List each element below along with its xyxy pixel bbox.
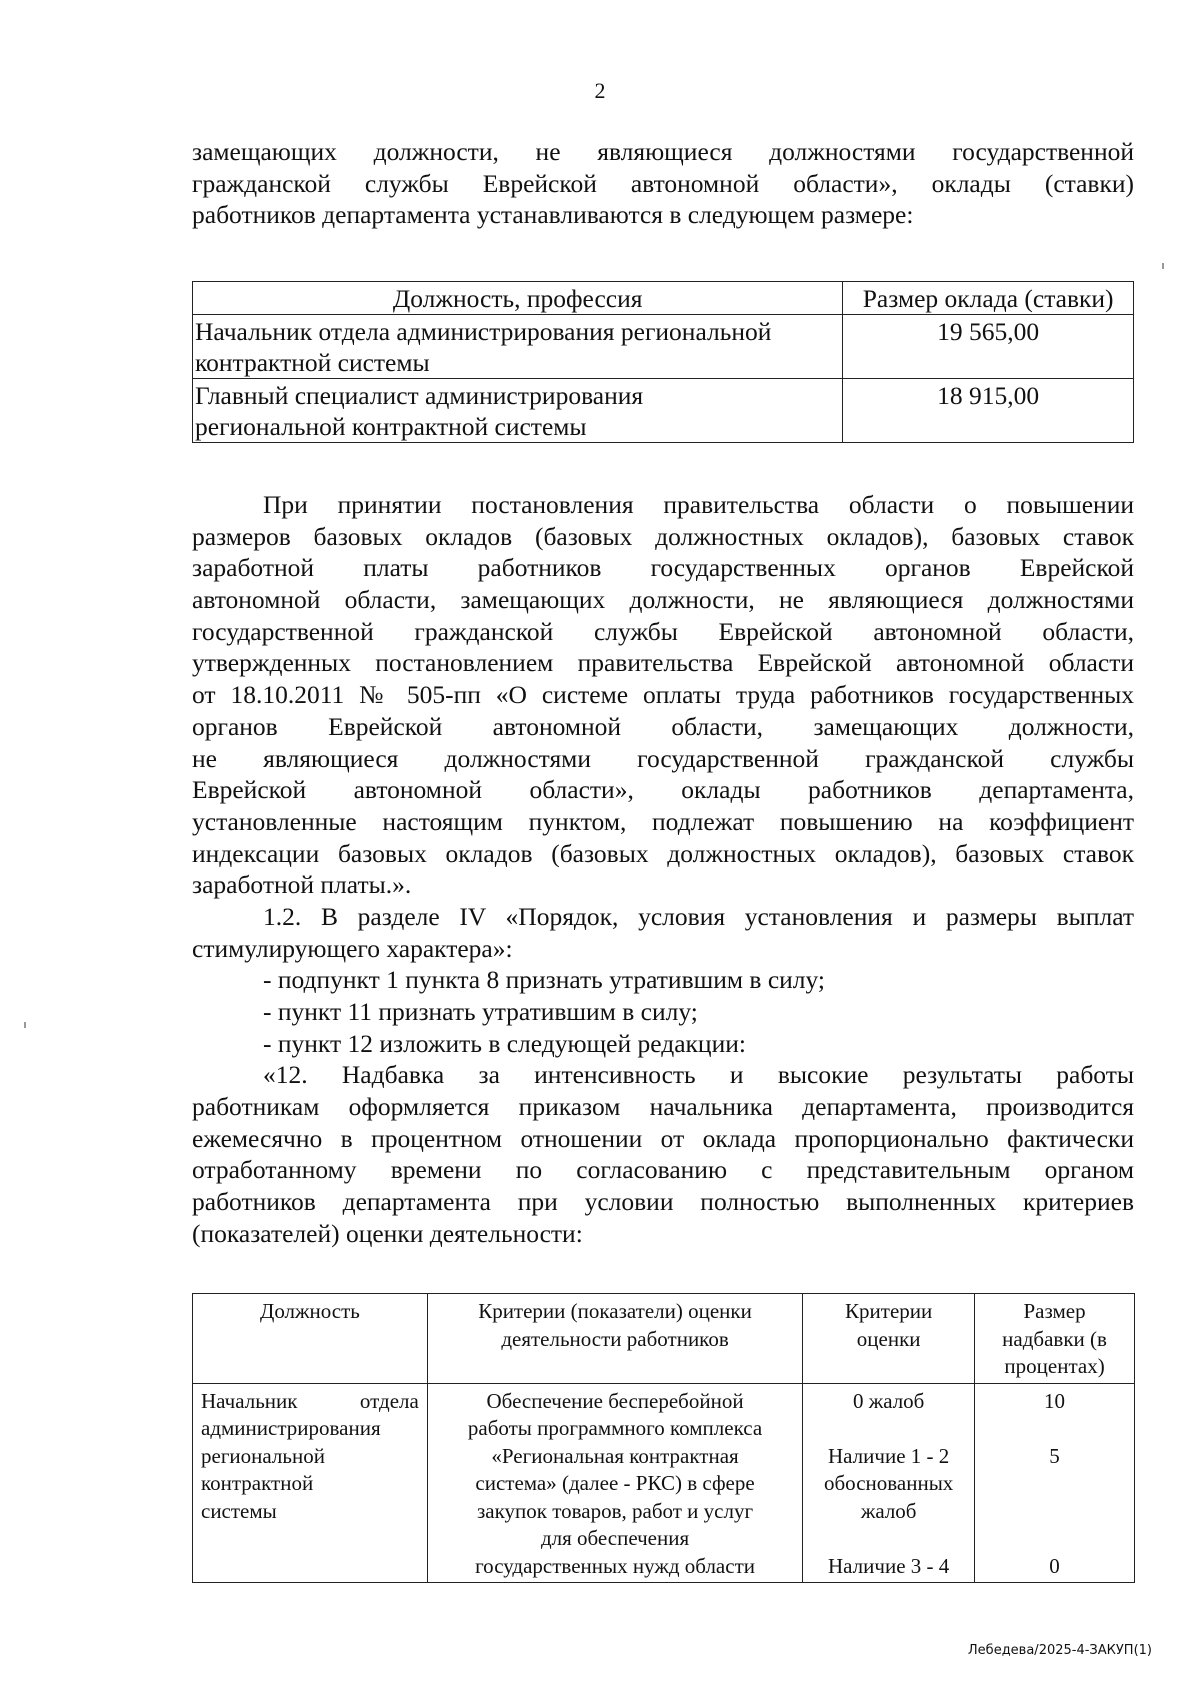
cell-line: Критерии [845,1299,933,1323]
cell-line: система» (далее - РКС) в сфере [475,1471,755,1495]
text-line: заработной платы.». [192,870,412,900]
text-line: установленные настоящим пунктом, подлежат повышению на коэффициент [192,806,1134,836]
text-line: работников департамента при условии полностью выполненных критериев [192,1187,1134,1217]
cell-line: Начальник отдела [201,1388,419,1413]
text-line: - пункт 11 признать утратившим в силу; [263,997,698,1026]
text-line: заработной платы работников государственных органов Еврейской [192,553,1134,583]
text-line: (показателей) оценки деятельности: [192,1218,583,1248]
position-cell [193,379,843,443]
cell-line: Критерии (показатели) оценки [478,1299,752,1323]
text-line: размеров базовых окладов (базовых должностных окладов), базовых ставок [192,521,1134,551]
text-line: «12. Надбавка за интенсивность и высокие результаты работы [263,1060,1134,1090]
cell-line: региональной [201,1443,325,1468]
cell-spacer [811,1415,966,1443]
header-position: Должность [193,1294,428,1384]
text-line: - подпункт 1 пункта 8 признать утратившим в силу; [263,965,826,995]
body-text [192,489,1134,1250]
cell-spacer [983,1498,1126,1526]
cell-spacer [811,1525,966,1553]
criteria-table [192,1293,1135,1583]
cell-line: Наличие 1 - 2 [828,1443,950,1468]
cell-line: 0 жалоб [852,1388,925,1413]
cell-spacer [983,1415,1126,1443]
scan-speck [24,1022,26,1028]
header-criteria [427,1294,802,1384]
cell-line: 5 [1049,1443,1060,1468]
cell-line: оценки [856,1326,921,1351]
evaluation-cell [803,1383,975,1583]
cell-line: работы программного комплекса [467,1416,763,1440]
intro-paragraph [192,136,1134,231]
size-cell [975,1383,1135,1583]
text-line: автономной области, замещающих должности, не являющиеся должностями [192,585,1134,615]
cell-spacer [983,1525,1126,1553]
footer-document-code: Лебедева/2025-4-ЗАКУП(1) [967,1643,1152,1658]
cell-spacer [983,1470,1126,1498]
text-line: При принятии постановления правительства области о повышении [263,490,1134,519]
cell-line: обоснованных [824,1471,954,1495]
position-cell [193,315,843,379]
text-line: работников департамента устанавливаются в следующем размере: [192,200,914,230]
cell-line: Размер [1023,1299,1086,1323]
cell-line: закупок товаров, работ и услуг [477,1498,754,1523]
cell-line: государственных нужд области [475,1553,755,1578]
text-line: индексации базовых окладов (базовых должностных окладов), базовых ставок [192,838,1134,868]
position-cell [193,1383,428,1583]
text-line: 1.2. В разделе IV «Порядок, условия установления и размеры выплат [263,901,1134,931]
cell-line: надбавки (в [1002,1326,1107,1351]
salary-table [192,281,1134,443]
text-line: от 18.10.2011 № 505-пп «О системе оплаты труда работников государственных [192,680,1134,710]
table-row [193,379,1134,443]
cell-line: 10 [1044,1388,1066,1413]
header-salary: Размер оклада (ставки) [843,282,1134,315]
cell-line: Обеспечение бесперебойной [486,1388,744,1413]
cell-line: жалоб [860,1498,917,1523]
text-line: стимулирующего характера»: [192,933,513,963]
cell-line: администрирования [201,1416,381,1440]
header-size [975,1294,1135,1384]
criteria-cell [427,1383,802,1583]
cell-line: Главный специалист администрирования [195,381,644,410]
cell-line: контрактной системы [195,348,430,377]
table-header-row [193,1294,1135,1384]
text-line: Еврейской автономной области», оклады работников департамента, [192,775,1134,805]
salary-cell: 19 565,00 [843,315,1134,379]
table-header-row [193,282,1134,315]
table-row [193,1383,1135,1583]
text-line: отработанному времени по согласованию с представительным органом [192,1155,1134,1185]
text-line: утвержденных постановлением правительства Еврейской автономной области [192,648,1134,678]
text-line: государственной гражданской службы Еврейской автономной области, [192,616,1134,646]
cell-line: деятельности работников [501,1326,729,1351]
text-line: работникам оформляется приказом начальника департамента, производится [192,1092,1134,1122]
cell-line: региональной контрактной системы [195,412,587,441]
salary-cell: 18 915,00 [843,379,1134,443]
text-line: органов Еврейской автономной области, замещающих должности, [192,711,1134,741]
text-line: замещающих должности, не являющиеся должностями государственной [192,137,1134,166]
text-line: гражданской службы Еврейской автономной области», оклады (ставки) [192,168,1134,198]
text-line: - пункт 12 изложить в следующей редакции: [263,1028,746,1058]
cell-line: Наличие 3 - 4 [828,1553,950,1578]
page-number: 2 [594,78,606,103]
table-row [193,315,1134,379]
header-evaluation [803,1294,975,1384]
text-line: ежемесячно в процентном отношении от оклада пропорционально фактически [192,1123,1134,1153]
scan-speck [1162,263,1164,269]
text-line: не являющиеся должностями государственной гражданской службы [192,743,1134,773]
cell-line: «Региональная контрактная [491,1443,739,1468]
cell-line: 0 [1049,1553,1060,1578]
cell-line: для обеспечения [540,1526,690,1550]
cell-line: Начальник отдела администрирования региональной [195,317,772,346]
cell-line: процентах) [1004,1354,1105,1378]
cell-line: контрактной [201,1471,314,1495]
cell-line: системы [201,1498,277,1523]
header-position: Должность, профессия [193,282,843,315]
